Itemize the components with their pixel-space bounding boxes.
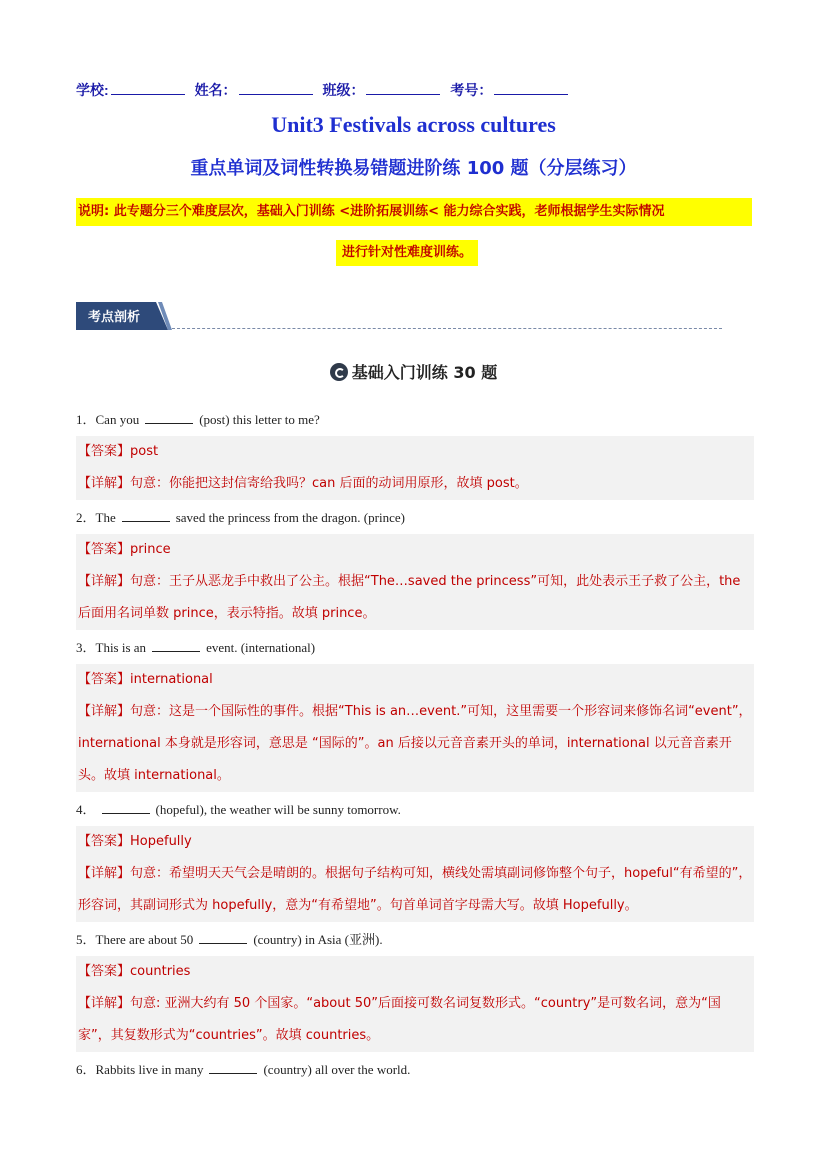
- class-label: 班级：: [322, 82, 365, 98]
- question-3-stem: 3．This is an event. (international): [76, 640, 316, 655]
- question-6-stem: 6．Rabbits live in many (country) all over the world.: [76, 1062, 411, 1077]
- class-blank[interactable]: [366, 82, 440, 95]
- school-label: 学校:: [76, 82, 109, 98]
- level-heading-text: 基础入门训练 30 题: [351, 363, 498, 382]
- question-2-stem: 2．The saved the princess from the dragon. (prince): [76, 510, 405, 525]
- question-2: [76, 502, 754, 630]
- answer-blank[interactable]: [199, 932, 247, 944]
- question-3: [76, 632, 754, 792]
- answer-blank[interactable]: [209, 1062, 257, 1074]
- question-2-explanation: 【详解】句意：王子从恶龙手中救出了公主。根据“The…saved the princess”可知，此处表示王子救了公主，the 后面用名词单数 prince，表示特指。故填 prince。: [76, 566, 754, 630]
- question-5-explanation: 【详解】句意: 亚洲大约有 50 个国家。“about 50”后面接可数名词复数形式。“country”是可数名词，意为“国家”，其复数形式为“countries”。故填 countries。: [76, 988, 754, 1052]
- answer-blank[interactable]: [145, 412, 193, 424]
- question-5-answer: 【答案】countries: [76, 956, 754, 988]
- answer-blank[interactable]: [152, 640, 200, 652]
- level-icon: [330, 363, 348, 381]
- section-divider: [172, 328, 722, 329]
- question-1: [76, 404, 754, 500]
- question-4-stem: 4． (hopeful), the weather will be sunny tomorrow.: [76, 802, 401, 817]
- document-subtitle: 重点单词及词性转换易错题进阶练 100 题（分层练习）: [190, 158, 637, 179]
- exam-number-label: 考号：: [450, 82, 493, 98]
- level-heading: [0, 360, 827, 383]
- name-blank[interactable]: [239, 82, 313, 95]
- question-3-answer: 【答案】international: [76, 664, 754, 696]
- question-4-explanation: 【详解】句意：希望明天天气会是晴朗的。根据句子结构可知，横线处需填副词修饰整个句子，hopeful“有希望的”，形容词，其副词形式为 hopefully，意为“有希望地”。句首单词首字母需大写。故填 Hopefully。: [76, 858, 754, 922]
- question-5-stem: 5．There are about 50 (country) in Asia (亚洲).: [76, 932, 383, 947]
- school-blank[interactable]: [111, 82, 185, 95]
- section-tag-label: 考点剖析: [88, 310, 141, 325]
- question-2-answer: 【答案】prince: [76, 534, 754, 566]
- question-1-answer: 【答案】post: [76, 436, 754, 468]
- answer-blank[interactable]: [102, 802, 150, 814]
- question-1-explanation: 【详解】句意：你能把这封信寄给我吗？can 后面的动词用原形，故填 post。: [76, 468, 754, 500]
- answer-blank[interactable]: [122, 510, 170, 522]
- question-5: [76, 924, 754, 1052]
- name-label: 姓名：: [194, 82, 237, 98]
- instruction-note-line1: 说明: 此专题分三个难度层次，基础入门训练 <进阶拓展训练< 能力综合实践，老师根据学生实际情况: [76, 198, 752, 226]
- instruction-note-line2: 进行针对性难度训练。: [336, 240, 478, 266]
- question-6: [76, 1054, 754, 1086]
- section-tag: [76, 300, 172, 332]
- question-4: [76, 794, 754, 922]
- exam-number-blank[interactable]: [494, 82, 568, 95]
- question-1-stem: 1．Can you (post) this letter to me?: [76, 412, 320, 427]
- student-info-line: [76, 80, 574, 100]
- question-4-answer: 【答案】Hopefully: [76, 826, 754, 858]
- document-title: Unit3 Festivals across cultures: [271, 112, 556, 137]
- question-3-explanation: 【详解】句意：这是一个国际性的事件。根据“This is an…event.”可知，这里需要一个形容词来修饰名词“event”，international 本身就是形容词，意思是 “国际的”。an 后接以元音音素开头的单词，international 以元音音素开头。故填 international。: [76, 696, 754, 792]
